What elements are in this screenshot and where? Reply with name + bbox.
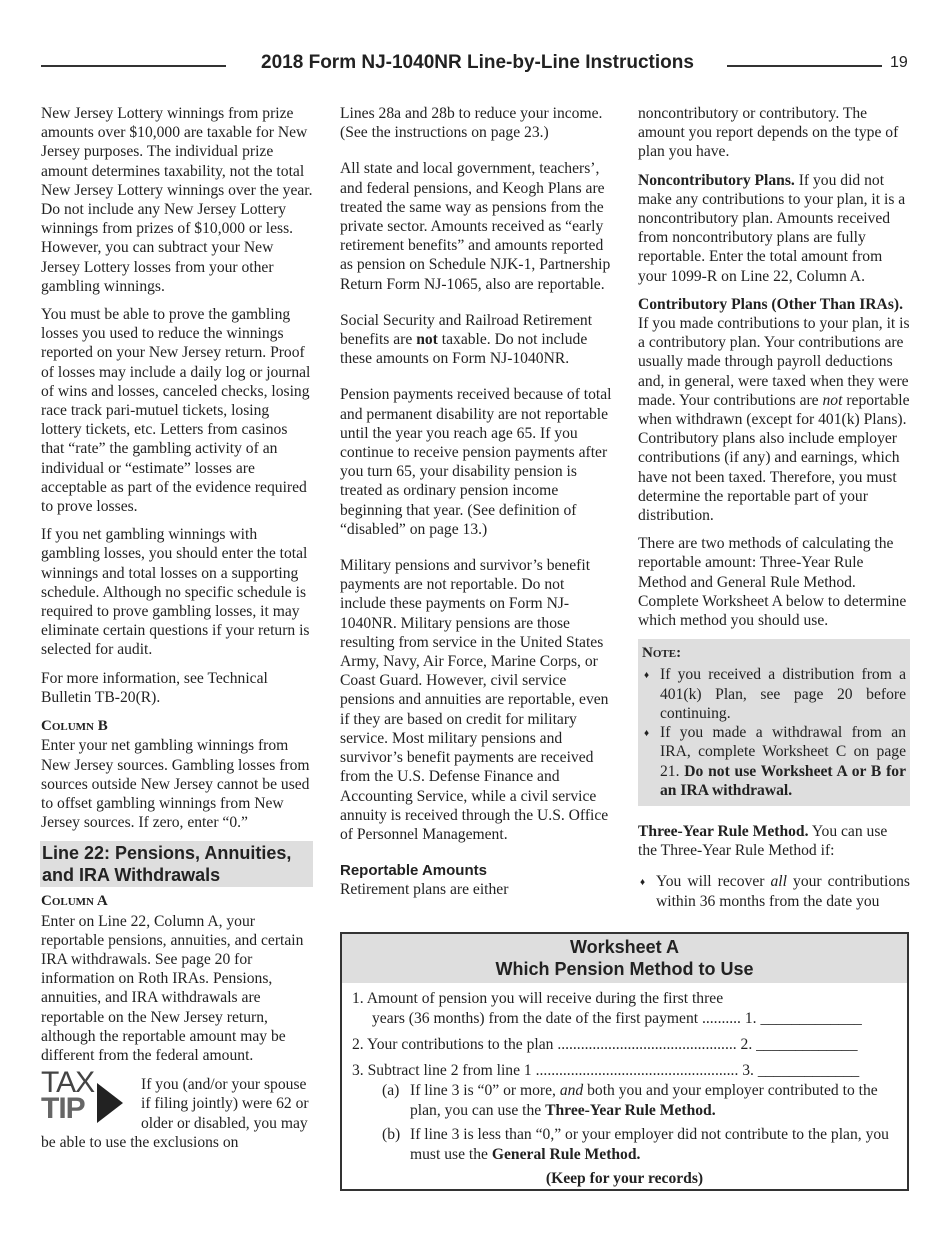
- note-box: [638, 639, 910, 806]
- keep-records-note: (Keep for your records): [545, 1170, 704, 1187]
- lines-28-paragraph: Lines 28a and 28b to reduce your income. (See the instructions on page 23.): [340, 105, 603, 142]
- worksheet-line-3: 3. Subtract line 2 from line 1 .................................................... 3. _____________: [352, 1062, 860, 1079]
- column-a-text: Enter on Line 22, Column A, your reportable pensions, annuities, and certain IRA withdrawals. See page 20 for information on Roth IRAs. Pensions, annuities, and IRA withdrawals are reportable on the New Jersey return, although the reportable amount may be different from the federal amount.: [41, 912, 304, 1064]
- column-2: [340, 104, 612, 909]
- worksheet-title: Worksheet A: [569, 937, 680, 957]
- contributory-paragraph: Contributory Plans (Other Than IRAs). If you made contributions to your plan, it is a contributory plan. Your contributions are usually made through payroll deductions and, in general, were taxed when they were made. Your contributions are not reportable when withdrawn (except for 401(k) Plans). Contributory plans also include employer contributions (if any) and earnings, which have not been taxed. Therefore, you must determine the reportable part of your distribution.: [638, 295, 910, 525]
- page-number: 19: [890, 54, 908, 71]
- note-item-ira: ♦ If you made a withdrawal from an IRA, complete Worksheet C on page 21. Do not use Worksheet A or B for an IRA withdrawal.: [642, 723, 906, 800]
- more-info-paragraph: For more information, see Technical Bulletin TB-20(R).: [41, 669, 268, 706]
- losses-proof-paragraph: You must be able to prove the gambling losses you used to reduce the winnings reported on your New Jersey return. Proof of losses may include a daily log or journal of wins and losses, canceled checks, losing race track pari-mutuel tickets, losing lottery tickets, etc. Letters from casinos that “rate” the gambling activity of an individual or “estimate” losses are acceptable as part of the evidence required to prove losses.: [41, 306, 311, 516]
- three-year-bullet: ♦ You will recover all your contributions within 36 months from the date you: [638, 872, 910, 910]
- note-item-401k: ♦ If you received a distribution from a 401(k) Plan, see page 20 before continuing.: [642, 665, 906, 723]
- tax-tip-text: If you (and/or your spouse if filing jointly) were 62 or older or disabled, you may be able to use the exclusions on: [41, 1076, 309, 1151]
- column-a-heading: Column A: [41, 893, 108, 910]
- worksheet-line-3a: (a) If line 3 is “0” or more, and both you and your employer contributed to the plan, you can use the Three-Year Rule Method.: [382, 1082, 878, 1119]
- worksheet-subtitle: Which Pension Method to Use: [495, 959, 754, 979]
- tax-tip-logo: [41, 1066, 133, 1131]
- column-b-heading: Column B: [41, 718, 108, 735]
- arrow-icon: [97, 1083, 123, 1123]
- tax-tip-tip-label: TIP: [41, 1092, 85, 1126]
- page-title: 2018 Form NJ-1040NR Line-by-Line Instructions: [261, 52, 694, 73]
- methods-paragraph: There are two methods of calculating the reportable amount: Three-Year Rule Method and General Rule Method. Complete Worksheet A below to determine which method you should use.: [638, 535, 907, 630]
- social-security-paragraph: Social Security and Railroad Retirement benefits are not taxable. Do not include these amounts on Form NJ-1040NR.: [340, 311, 593, 368]
- header-rule-right: [727, 65, 882, 67]
- worksheet-line-1: 1. Amount of pension you will receive during the first three years (36 months) from the date of the first payment .......... 1. _____________: [352, 990, 862, 1027]
- noncontributory-paragraph: Noncontributory Plans. If you did not make any contributions to your plan, it is a noncontributory plan. Amounts received from noncontributory plans are fully reportable. Enter the total amount from your 1099-R on Line 22, Column A.: [638, 171, 906, 285]
- header-rule-left: [41, 65, 226, 67]
- worksheet-header: [342, 934, 907, 983]
- worksheet-a: [340, 932, 909, 1191]
- lottery-paragraph: New Jersey Lottery winnings from prize amounts over $10,000 are taxable for New Jersey purposes. The individual prize amount determines taxability, not the total New Jersey Lottery winnings over the year. Do not include any New Jersey Lottery winnings from prizes of $10,000 or less. However, you can subtract your New Jersey Lottery losses from your other gambling winnings.: [41, 105, 313, 295]
- net-gambling-paragraph: If you net gambling winnings with gambling losses, you should enter the total winnings and total losses on a supporting schedule. Although no specific schedule is required to prove gambling losses, it may eliminate certain questions if your return is selected for audit.: [41, 526, 310, 659]
- three-year-rule-paragraph: Three-Year Rule Method. You can use the Three-Year Rule Method if:: [638, 822, 888, 860]
- reportable-amounts-text: Retirement plans are either: [340, 881, 509, 899]
- line22-section-title: Line 22: Pensions, Annuities, and IRA Withdrawals: [40, 841, 313, 887]
- column-1: [41, 104, 313, 1152]
- note-heading: Note:: [642, 645, 682, 662]
- military-pension-paragraph: Military pensions and survivor’s benefit payments are not reportable. Do not include these payments on Form NJ-1040NR. Military pensions are those resulting from service in the United States Army, Navy, Air Force, Marine Corps, or Coast Guard. However, civil service pensions and annuities are reportable, even if they are based on credit for military service. Most military pensions and survivor’s benefit payments are received from the U.S. Defense Finance and Accounting Service, while a civil service annuity is received through the U.S. Office of Personnel Management.: [340, 557, 609, 843]
- reportable-amounts-heading: Reportable Amounts: [340, 862, 487, 880]
- column-3: [638, 104, 910, 911]
- tax-tip: [41, 1066, 313, 1152]
- column-b-text: Enter your net gambling winnings from New Jersey sources. Gambling losses from sources outside New Jersey cannot be used to offset gambling winnings from New Jersey sources. If zero, enter “0.”: [41, 737, 310, 832]
- worksheet-line-2: 2. Your contributions to the plan .............................................. 2. _____________: [352, 1036, 858, 1053]
- disability-pension-paragraph: Pension payments received because of total and permanent disability are not reportable until the year you reach age 65. If you continue to receive pension payments after you turn 65, your disability pension is treated as ordinary pension income beginning that year. (See definition of “disabled” on page 13.): [340, 386, 612, 538]
- government-pensions-paragraph: All state and local government, teachers’, and federal pensions, and Keogh Plans are treated the same way as pensions from the private sector. Amounts received as “early retirement benefits” and amounts reported as pension on Schedule NJK-1, Partnership Return Form NJ-1065, also are reportable.: [340, 160, 611, 293]
- plan-types-paragraph: noncontributory or contributory. The amount you report depends on the type of plan you have.: [638, 105, 899, 161]
- worksheet-line-3b: (b) If line 3 is less than “0,” or your employer did not contribute to the plan, you must use the General Rule Method.: [382, 1126, 889, 1163]
- tax-tip-tax-label: TAX: [41, 1066, 95, 1100]
